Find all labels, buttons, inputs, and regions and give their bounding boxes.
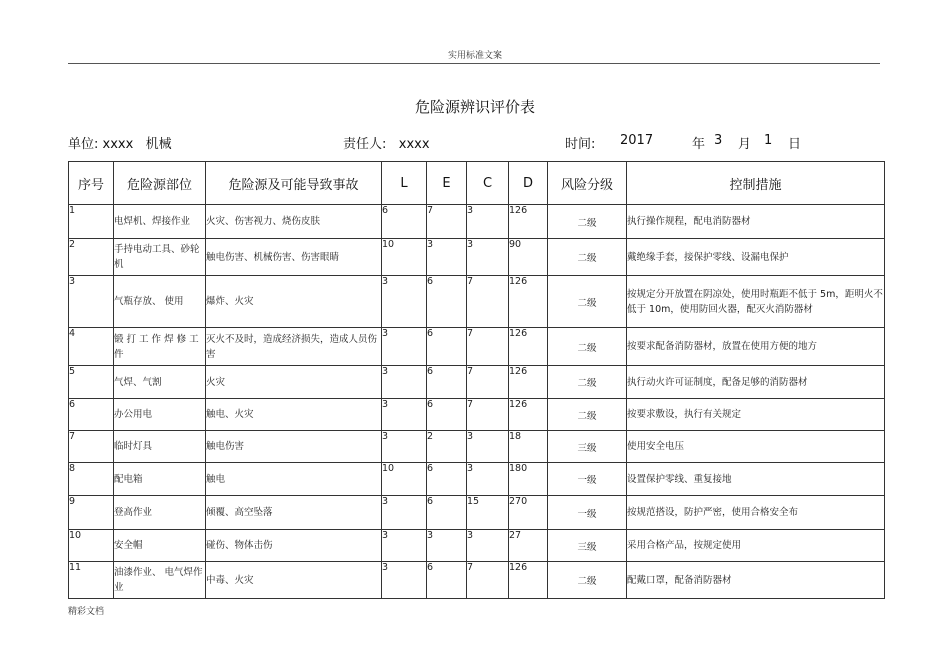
col-header-level: 风险分级 — [548, 162, 627, 205]
cell-location: 办公用电 — [114, 399, 206, 431]
cell-e: 6 — [427, 496, 467, 530]
cell-c: 3 — [467, 205, 509, 239]
unit-field: 单位: xxxx 机械 — [68, 137, 172, 152]
header-divider — [68, 63, 880, 64]
document-title: 危险源辨识评价表 — [414, 98, 535, 116]
cell-measure: 配戴口罩，配备消防器材 — [627, 562, 885, 599]
cell-hazard: 触电 — [206, 463, 382, 496]
cell-d: 27 — [509, 530, 548, 562]
cell-level: 三级 — [548, 530, 627, 562]
cell-e: 6 — [427, 463, 467, 496]
cell-d: 126 — [509, 366, 548, 399]
cell-e: 3 — [427, 239, 467, 276]
cell-no: 3 — [69, 276, 114, 328]
cell-location: 气瓶存放、 使用 — [114, 276, 206, 328]
cell-l: 3 — [382, 366, 427, 399]
cell-location: 安全帽 — [114, 530, 206, 562]
col-header-location: 危险源部位 — [114, 162, 206, 205]
cell-measure: 执行操作规程，配电消防器材 — [627, 205, 885, 239]
cell-e: 2 — [427, 431, 467, 463]
col-header-measure: 控制措施 — [627, 162, 885, 205]
cell-location: 配电箱 — [114, 463, 206, 496]
cell-c: 7 — [467, 562, 509, 599]
cell-hazard: 火灾 — [206, 366, 382, 399]
cell-measure: 执行动火许可证制度，配备足够的消防器材 — [627, 366, 885, 399]
col-header-e: E — [427, 162, 467, 205]
cell-measure: 按规定分开放置在阴凉处，使用时瓶距不低于 5m，距明火不低于 10m，使用防回火器，配灭火消防器材 — [627, 276, 885, 328]
cell-c: 7 — [467, 399, 509, 431]
cell-d: 90 — [509, 239, 548, 276]
cell-e: 3 — [427, 530, 467, 562]
cell-l: 10 — [382, 239, 427, 276]
responsible-field: 责任人: xxxx — [343, 137, 430, 152]
cell-level: 二级 — [548, 562, 627, 599]
cell-d: 180 — [509, 463, 548, 496]
cell-e: 6 — [427, 328, 467, 366]
cell-l: 3 — [382, 496, 427, 530]
cell-level: 二级 — [548, 276, 627, 328]
cell-no: 2 — [69, 239, 114, 276]
col-header-d: D — [509, 162, 548, 205]
cell-c: 15 — [467, 496, 509, 530]
cell-l: 3 — [382, 399, 427, 431]
cell-l: 10 — [382, 463, 427, 496]
col-header-c: C — [467, 162, 509, 205]
cell-l: 3 — [382, 276, 427, 328]
cell-level: 一级 — [548, 496, 627, 530]
hazard-table — [68, 161, 885, 599]
cell-hazard: 灭火不及时，造成经济损失，造成人员伤害 — [206, 328, 382, 366]
cell-measure: 戴绝缘手套，接保护零线、设漏电保护 — [627, 239, 885, 276]
table-row — [69, 463, 885, 496]
cell-measure: 按要求敷设，执行有关规定 — [627, 399, 885, 431]
cell-hazard: 火灾、伤害视力、烧伤皮肤 — [206, 205, 382, 239]
cell-d: 126 — [509, 328, 548, 366]
time-month-unit: 月 — [738, 137, 752, 152]
table-row — [69, 399, 885, 431]
cell-e: 6 — [427, 399, 467, 431]
time-year: 2017 — [620, 133, 654, 148]
cell-c: 3 — [467, 530, 509, 562]
cell-measure: 采用合格产品，按规定使用 — [627, 530, 885, 562]
cell-d: 126 — [509, 205, 548, 239]
table-row — [69, 496, 885, 530]
col-header-no: 序号 — [69, 162, 114, 205]
cell-no: 1 — [69, 205, 114, 239]
time-year-unit: 年 — [692, 137, 706, 152]
table-row — [69, 530, 885, 562]
cell-measure: 按要求配备消防器材，放置在使用方便的地方 — [627, 328, 885, 366]
cell-e: 6 — [427, 366, 467, 399]
time-day-unit: 日 — [788, 137, 802, 152]
cell-location: 气焊、气割 — [114, 366, 206, 399]
cell-e: 6 — [427, 276, 467, 328]
cell-measure: 按规范搭设，防护严密，使用合格安全布 — [627, 496, 885, 530]
page-footer-text: 精彩文档 — [68, 607, 105, 617]
table-row — [69, 431, 885, 463]
cell-c: 7 — [467, 366, 509, 399]
cell-level: 二级 — [548, 239, 627, 276]
cell-level: 二级 — [548, 399, 627, 431]
cell-level: 二级 — [548, 205, 627, 239]
time-day: 1 — [764, 133, 773, 148]
cell-no: 7 — [69, 431, 114, 463]
col-header-l: L — [382, 162, 427, 205]
cell-measure: 设置保护零线、重复接地 — [627, 463, 885, 496]
cell-no: 10 — [69, 530, 114, 562]
cell-d: 270 — [509, 496, 548, 530]
cell-level: 一级 — [548, 463, 627, 496]
cell-no: 6 — [69, 399, 114, 431]
page-header-text: 实用标准文案 — [447, 51, 502, 61]
time-month: 3 — [714, 133, 723, 148]
cell-e: 7 — [427, 205, 467, 239]
cell-hazard: 倾覆、高空坠落 — [206, 496, 382, 530]
table-header-row — [69, 162, 885, 205]
cell-no: 5 — [69, 366, 114, 399]
cell-location: 登高作业 — [114, 496, 206, 530]
cell-d: 126 — [509, 276, 548, 328]
cell-no: 11 — [69, 562, 114, 599]
cell-location: 手持电动工具、砂轮机 — [114, 239, 206, 276]
cell-hazard: 碰伤、物体击伤 — [206, 530, 382, 562]
cell-e: 6 — [427, 562, 467, 599]
cell-hazard: 触电、火灾 — [206, 399, 382, 431]
cell-c: 3 — [467, 431, 509, 463]
cell-c: 3 — [467, 239, 509, 276]
cell-location: 电焊机、焊接作业 — [114, 205, 206, 239]
cell-location: 油漆作业、 电气焊作业 — [114, 562, 206, 599]
cell-location: 临时灯具 — [114, 431, 206, 463]
cell-hazard: 爆炸、火灾 — [206, 276, 382, 328]
table-row — [69, 328, 885, 366]
cell-l: 3 — [382, 530, 427, 562]
table-row — [69, 276, 885, 328]
cell-hazard: 触电伤害、机械伤害、伤害眼睛 — [206, 239, 382, 276]
cell-hazard: 中毒、火灾 — [206, 562, 382, 599]
cell-c: 7 — [467, 328, 509, 366]
cell-level: 二级 — [548, 328, 627, 366]
cell-d: 18 — [509, 431, 548, 463]
cell-level: 二级 — [548, 366, 627, 399]
cell-level: 三级 — [548, 431, 627, 463]
cell-no: 4 — [69, 328, 114, 366]
cell-c: 3 — [467, 463, 509, 496]
cell-no: 8 — [69, 463, 114, 496]
cell-measure: 使用安全电压 — [627, 431, 885, 463]
cell-no: 9 — [69, 496, 114, 530]
cell-hazard: 触电伤害 — [206, 431, 382, 463]
cell-d: 126 — [509, 399, 548, 431]
cell-d: 126 — [509, 562, 548, 599]
table-row — [69, 205, 885, 239]
table-row — [69, 366, 885, 399]
col-header-hazard: 危险源及可能导致事故 — [206, 162, 382, 205]
cell-l: 3 — [382, 562, 427, 599]
cell-l: 6 — [382, 205, 427, 239]
time-label: 时间: — [565, 137, 596, 152]
table-row — [69, 239, 885, 276]
cell-c: 7 — [467, 276, 509, 328]
cell-l: 3 — [382, 328, 427, 366]
cell-l: 3 — [382, 431, 427, 463]
cell-location: 锻 打 工 作 焊 修 工件 — [114, 328, 206, 366]
table-row — [69, 562, 885, 599]
